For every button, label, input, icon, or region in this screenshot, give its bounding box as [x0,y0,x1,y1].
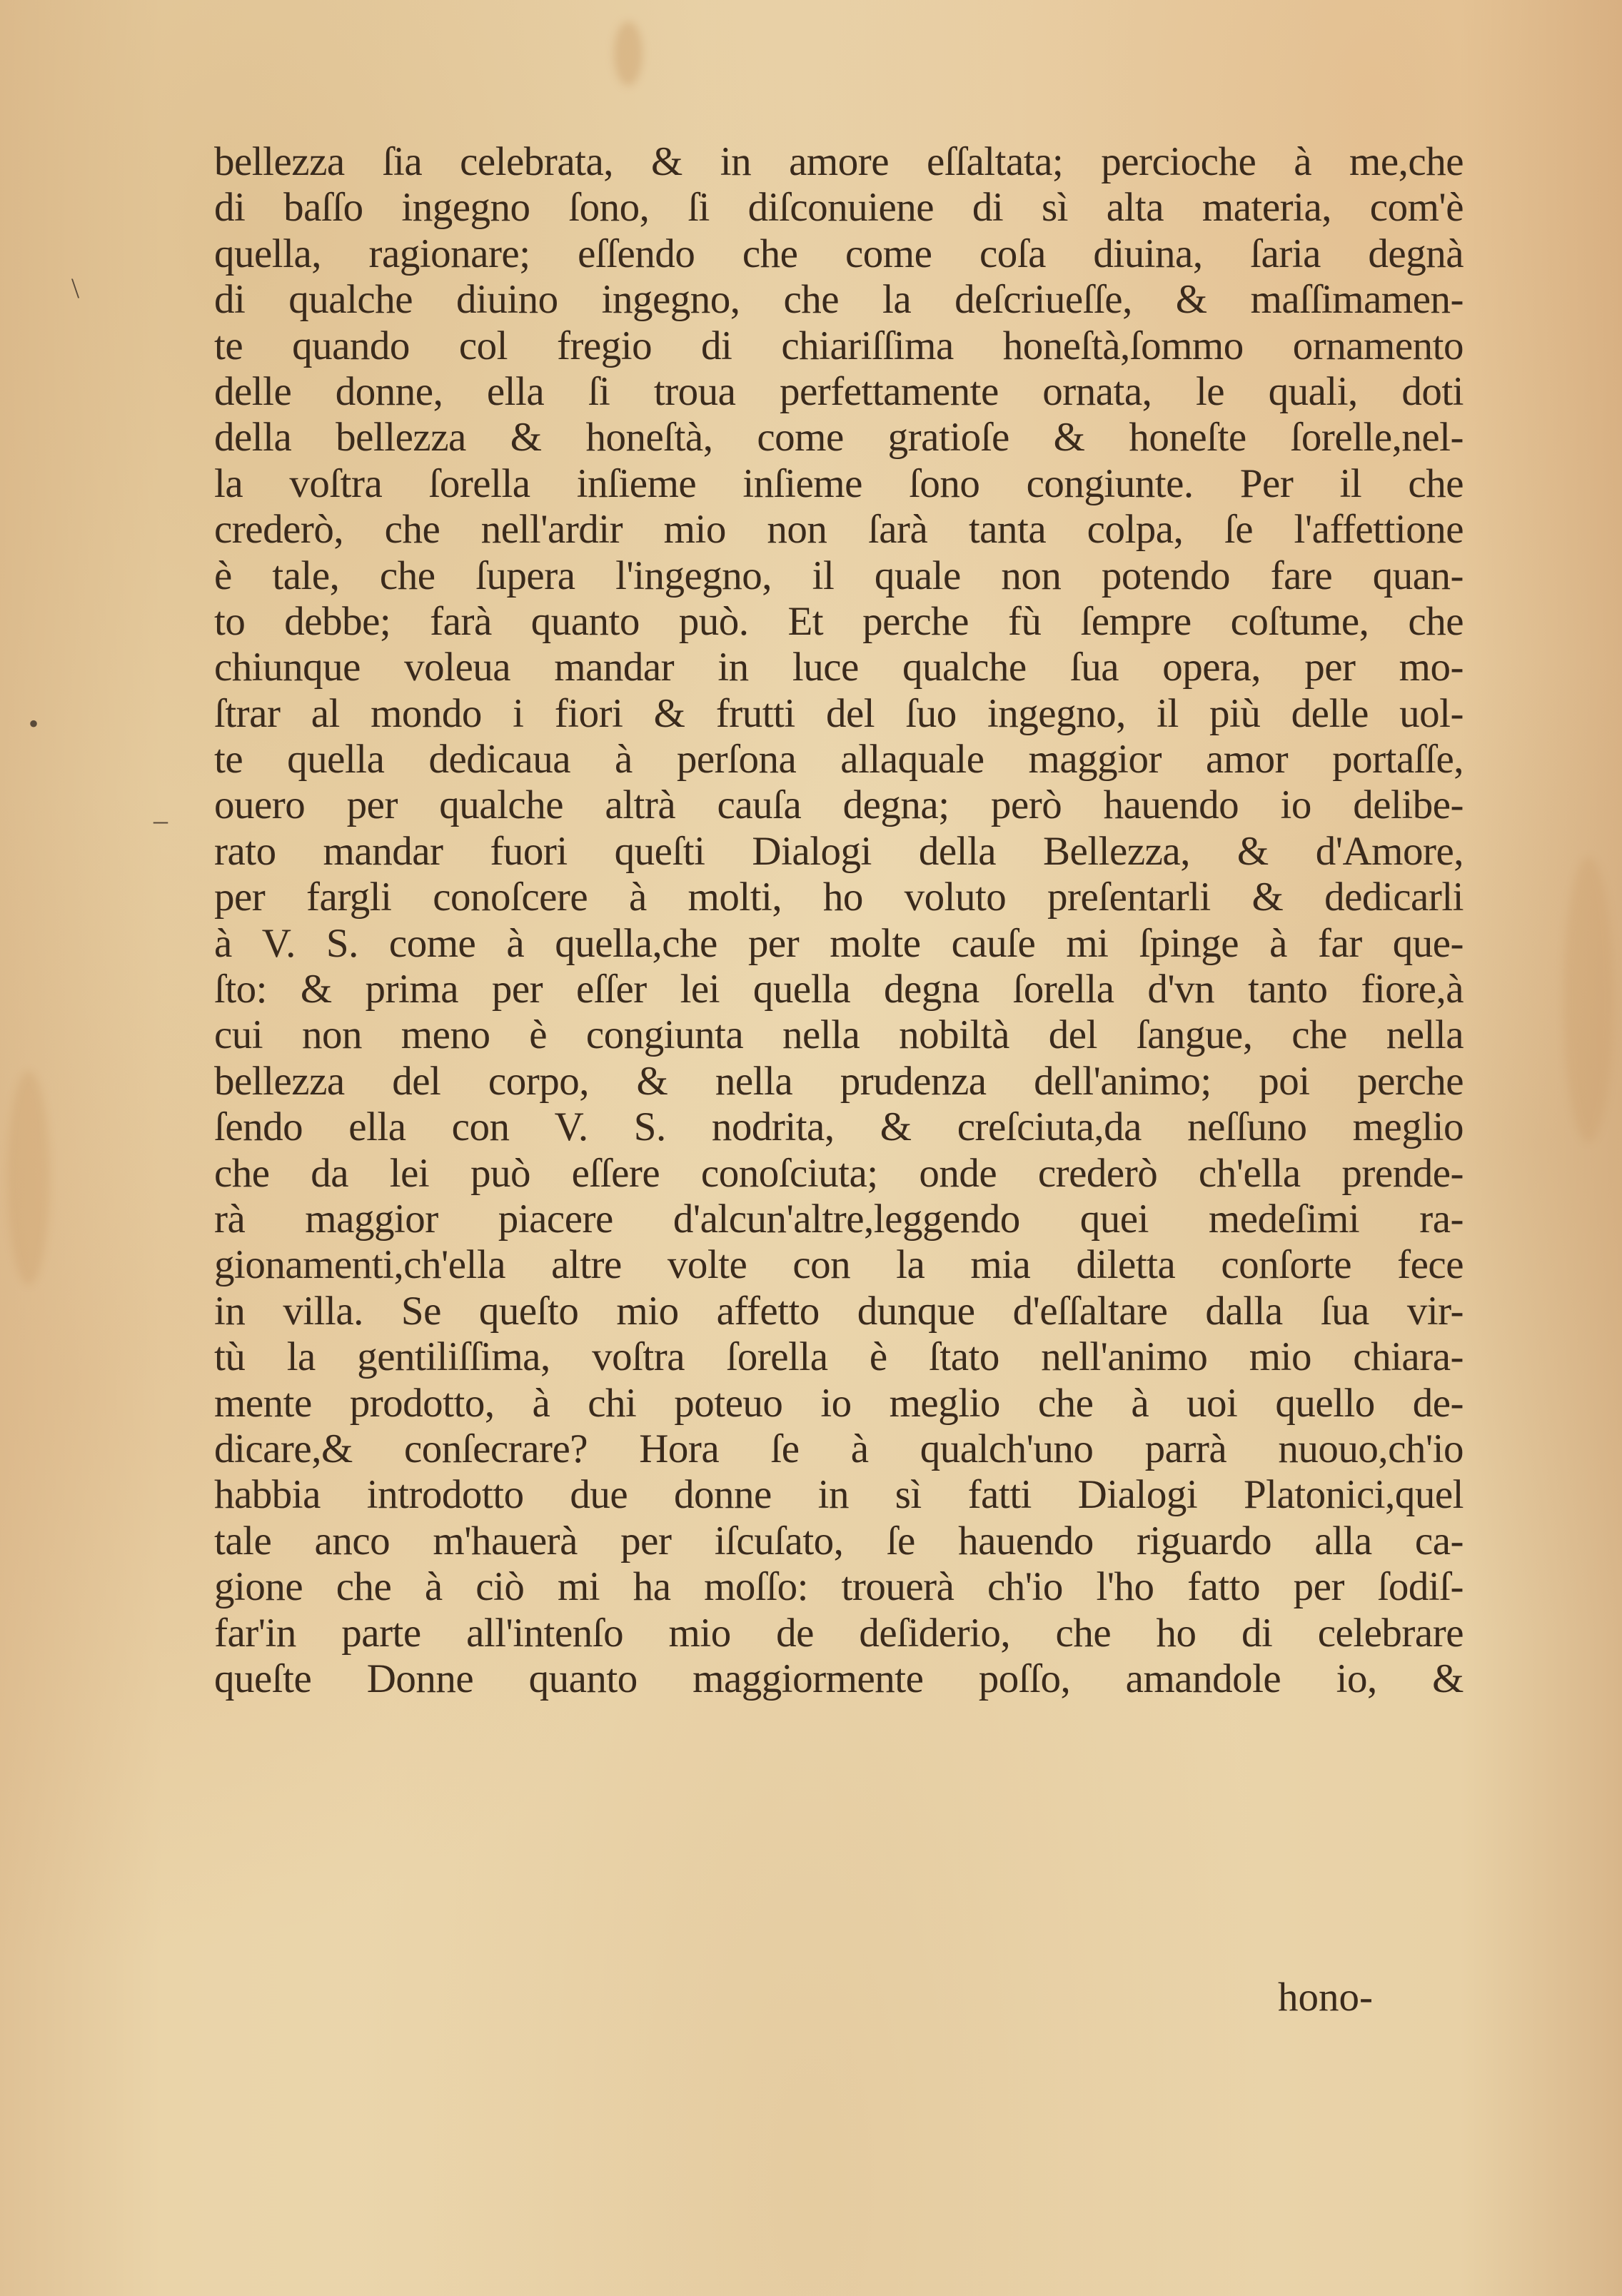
text-line: crederò, che nell'ardir mio non ſarà tanta colpa, ſe l'affettione [214,507,1464,553]
text-line: ſendo ella con V. S. nodrita, & creſciuta,da neſſuno meglio [214,1104,1464,1150]
margin-mark: – [153,804,168,836]
text-line: te quella dedicaua à perſona allaquale maggior amor portaſſe, [214,737,1464,782]
text-line: di baſſo ingegno ſono, ſi diſconuiene di sì alta materia, com'è [214,185,1464,231]
text-line: ouero per qualche altrà cauſa degna; però hauendo io delibe- [214,782,1464,828]
text-line: gione che à ciò mi ha moſſo: trouerà ch'io l'ho fatto per ſodiſ- [214,1564,1464,1610]
text-line: à V. S. come à quella,che per molte cauſe mi ſpinge à far que- [214,920,1464,966]
text-line: tù la gentiliſſima, voſtra ſorella è ſtato nell'animo mio chiara- [214,1334,1464,1380]
margin-mark: \ [71,272,80,304]
text-line: te quando col fregio di chiariſſima honeſtà,ſommo ornamento [214,323,1464,368]
text-line: ſtrar al mondo i fiori & frutti del ſuo ingegno, il più delle uol- [214,690,1464,736]
text-line: per fargli conoſcere à molti, ho voluto preſentarli & dedicarli [214,875,1464,920]
text-line: bellezza del corpo, & nella prudenza dell'animo; poi perche [214,1058,1464,1104]
text-line: ſto: & prima per eſſer lei quella degna ſorella d'vn tanto fiore,à [214,967,1464,1012]
text-line: di qualche diuino ingegno, che la deſcriueſſe, & maſſimamen- [214,277,1464,323]
text-line: to debbe; farà quanto può. Et perche fù ſempre coſtume, che [214,598,1464,644]
text-line: gionamenti,ch'ella altre volte con la mia diletta conſorte fece [214,1242,1464,1288]
text-line: bellezza ſia celebrata, & in amore eſſaltata; percioche à me,che [214,139,1464,184]
text-line: rato mandar fuori queſti Dialogi della Bellezza, & d'Amore, [214,828,1464,874]
text-line: cui non meno è congiunta nella nobiltà del ſangue, che nella [214,1012,1464,1058]
text-line: far'in parte all'intenſo mio de deſiderio, che ho di celebrare [214,1610,1464,1656]
text-line: delle donne, ella ſi troua perfettamente ornata, le quali, doti [214,368,1464,414]
paper-stain [7,1071,50,1285]
text-line: queſte Donne quanto maggiormente poſſo, amandole io, & [214,1656,1464,1701]
paper-stain [1563,857,1613,1142]
text-line: che da lei può eſſere conoſciuta; onde crederò ch'ella prende- [214,1150,1464,1196]
catchword: hono- [1278,1975,1373,2020]
text-line: chiunque voleua mandar in luce qualche ſua opera, per mo- [214,645,1464,690]
text-line: quella, ragionare; eſſendo che come coſa diuina, ſaria degnà [214,231,1464,276]
margin-mark: • [29,708,39,740]
text-line: habbia introdotto due donne in sì fatti Dialogi Platonici,quel [214,1472,1464,1518]
text-line: della bellezza & honeſtà, come gratioſe & honeſte ſorelle,nel- [214,415,1464,460]
text-line: la voſtra ſorella inſieme inſieme ſono congiunte. Per il che [214,460,1464,506]
paper-stain [614,21,643,86]
text-line: rà maggior piacere d'alcun'altre,leggendo quei medeſimi ra- [214,1196,1464,1242]
text-line: dicare,& conſecrare? Hora ſe à qualch'uno parrà nuouo,ch'io [214,1426,1464,1471]
text-line: tale anco m'hauerà per iſcuſato, ſe hauendo riguardo alla ca- [214,1518,1464,1564]
text-line: è tale, che ſupera l'ingegno, il quale non potendo fare quan- [214,553,1464,598]
text-line: mente prodotto, à chi poteuo io meglio che à uoi quello de- [214,1380,1464,1426]
text-line: in villa. Se queſto mio affetto dunque d'eſſaltare dalla ſua vir- [214,1288,1464,1334]
body-text [214,139,1464,1702]
